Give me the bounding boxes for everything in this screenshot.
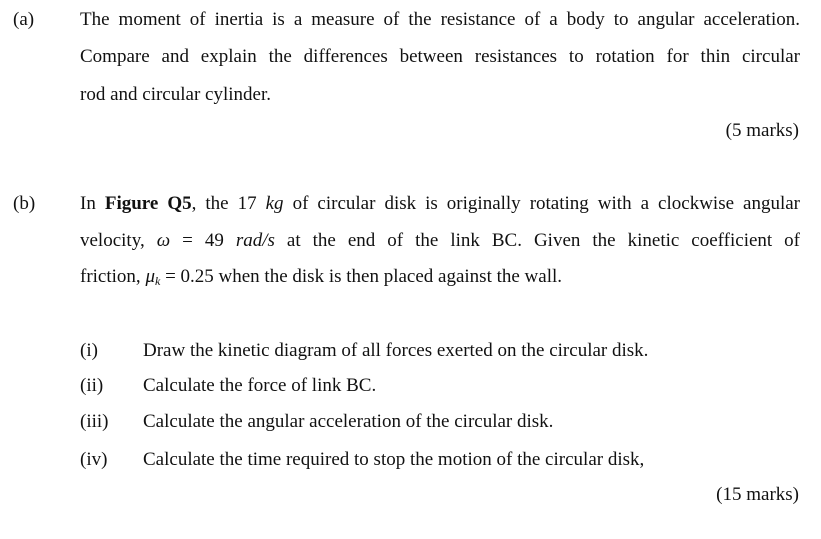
part-b-line-2	[80, 230, 800, 252]
part-a-marks: (5 marks)	[725, 120, 799, 141]
text-run: velocity,	[80, 230, 157, 251]
omega-symbol: ω	[156, 230, 171, 251]
part-b-line-3	[80, 266, 562, 289]
part-a-line-3: rod and circular cylinder.	[80, 84, 271, 105]
text-run: = 0.25 when the disk is then placed against the wall.	[160, 266, 563, 287]
subpart-text: Calculate the time required to stop the motion of the circular disk,	[143, 449, 645, 470]
text-run: , the 17	[191, 193, 266, 214]
text-run: of circular disk is originally rotating with a clockwise angular	[283, 193, 800, 214]
mu-symbol: μ	[145, 266, 155, 287]
unit-kg: kg	[265, 193, 284, 214]
part-a-label: (a)	[13, 9, 35, 30]
part-a-line-1: The moment of inertia is a measure of the resistance of a body to angular acceleration.	[80, 9, 800, 30]
unit-rad-per-s: rad/s	[235, 230, 275, 251]
text-run: = 49	[170, 230, 236, 251]
subpart-label: (iii)	[80, 411, 109, 432]
subpart-text: Calculate the force of link BC.	[143, 375, 377, 396]
part-b-label: (b)	[13, 193, 36, 214]
part-a-line-2: Compare and explain the differences between resistances to rotation for thin circular	[80, 46, 800, 67]
subpart-text: Calculate the angular acceleration of the circular disk.	[143, 411, 554, 432]
mu-subscript: k	[154, 274, 161, 288]
subpart-label: (iv)	[80, 449, 108, 470]
subpart-label: (i)	[80, 340, 98, 361]
text-run: friction,	[80, 266, 146, 287]
subpart-label: (ii)	[80, 375, 104, 396]
part-b-marks: (15 marks)	[716, 484, 799, 505]
figure-reference: Figure Q5	[104, 193, 192, 214]
subpart-text: Draw the kinetic diagram of all forces exerted on the circular disk.	[143, 340, 649, 361]
text-run: In	[80, 193, 105, 214]
text-run: at the end of the link BC. Given the kinetic coefficient of	[274, 230, 801, 251]
part-b-line-1	[80, 193, 800, 215]
